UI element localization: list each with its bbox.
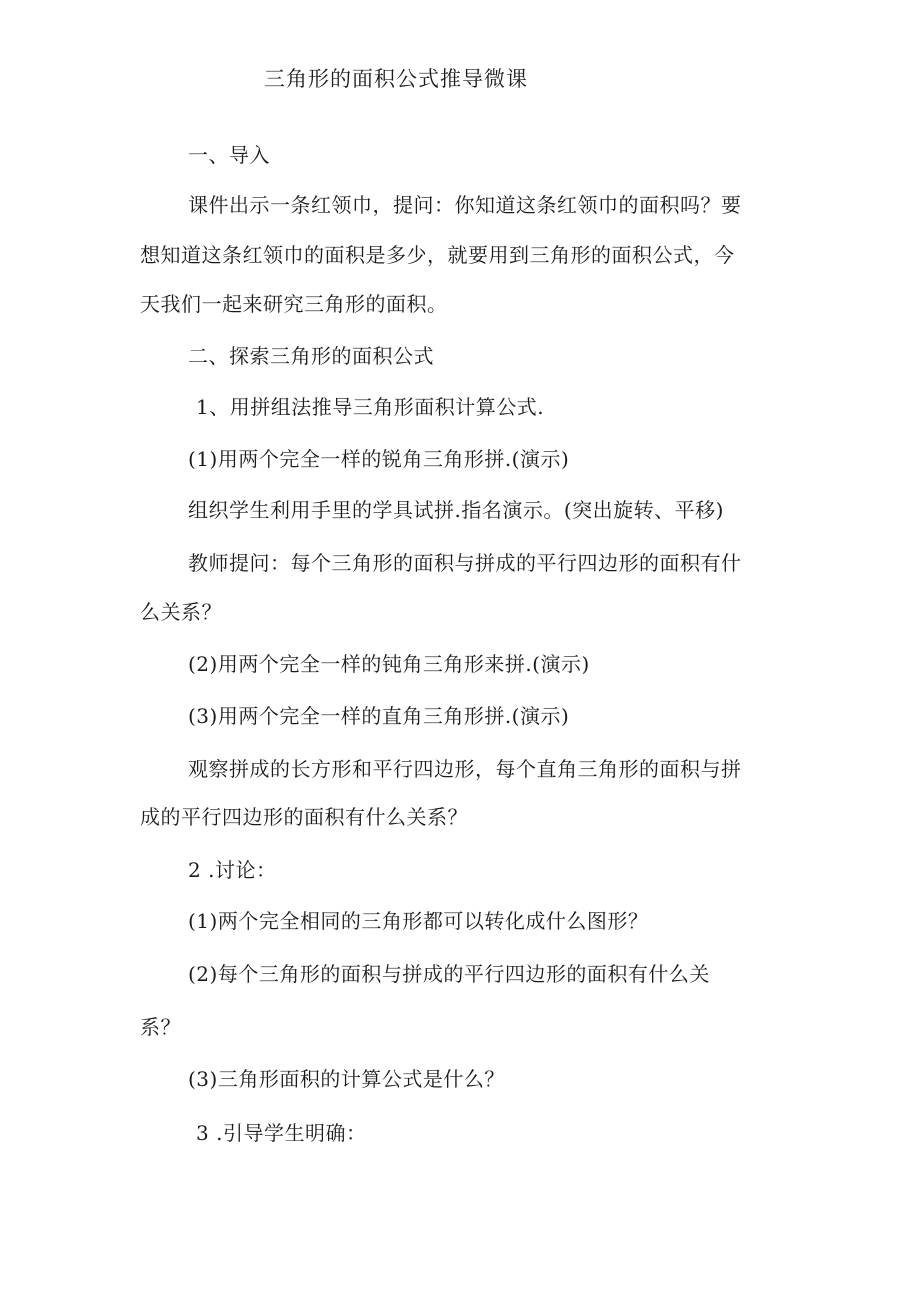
paragraph-line: 教师提问：每个三角形的面积与拼成的平行四边形的面积有什	[188, 551, 742, 575]
paragraph-line: 系？	[140, 1015, 181, 1039]
document-title: 三角形的面积公式推导微课	[264, 67, 528, 91]
list-item: (1)用两个完全一样的锐角三角形拼.(演示)	[188, 447, 570, 471]
list-item: (3)用两个完全一样的直角三角形拼.(演示)	[188, 704, 570, 728]
paragraph-line: 成的平行四边形的面积有什么关系？	[140, 805, 468, 829]
section-heading-explore: 二、探索三角形的面积公式	[188, 344, 434, 368]
list-item: (3)三角形面积的计算公式是什么？	[188, 1067, 505, 1091]
paragraph-line: 么关系？	[140, 600, 222, 624]
paragraph-line: 课件出示一条红领巾，提问：你知道这条红领巾的面积吗？要	[188, 193, 742, 217]
list-item: 1、用拼组法推导三角形面积计算公式.	[196, 395, 545, 419]
section-heading-intro: 一、导入	[188, 143, 270, 167]
list-item: (1)两个完全相同的三角形都可以转化成什么图形？	[188, 909, 649, 933]
paragraph-line: 组织学生利用手里的学具试拼.指名演示。(突出旋转、平移)	[188, 498, 724, 522]
list-item: 3 .引导学生明确：	[196, 1121, 367, 1145]
paragraph-line: 观察拼成的长方形和平行四边形，每个直角三角形的面积与拼	[188, 757, 742, 781]
paragraph-line: 想知道这条红领巾的面积是多少，就要用到三角形的面积公式，今	[140, 243, 735, 267]
list-item: 2 .讨论：	[188, 858, 277, 882]
list-item: (2)每个三角形的面积与拼成的平行四边形的面积有什么关	[188, 962, 710, 986]
list-item: (2)用两个完全一样的钝角三角形来拼.(演示)	[188, 652, 590, 676]
paragraph-line: 天我们一起来研究三角形的面积。	[140, 292, 448, 316]
